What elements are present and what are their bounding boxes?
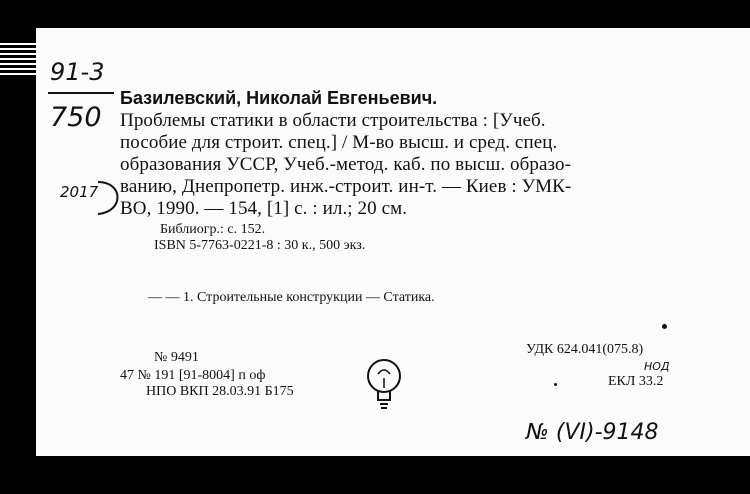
description-line: образования УССР, Учеб.-метод. каб. по высш. образо- [120, 154, 572, 175]
ekl-code: ЕКЛ 33.2 [608, 374, 664, 389]
isbn-line: ISBN 5-7763-0221-8 : 30 к., 500 экз. [154, 238, 366, 253]
dot-mark [554, 383, 557, 386]
subject-heading: — — 1. Строительные конструкции — Статика. [148, 290, 435, 305]
shelf-mark-top: 91-3 [50, 58, 105, 86]
bibliography-note: Библиогр.: с. 152. [160, 222, 266, 237]
handwritten-note: 2017 [60, 183, 99, 201]
author-heading: Базилевский, Николай Евгеньевич. [120, 88, 438, 108]
udc-code: УДК 624.041(075.8) [526, 342, 644, 357]
description-line: Проблемы статики в области строительства : [Учеб. [120, 110, 546, 131]
scan-edge [0, 40, 36, 100]
description-line: пособие для строит. спец.] / М-во высш. и сред. спец. [120, 132, 558, 153]
catalog-card [36, 28, 750, 456]
description-line: ванию, Днепропетр. инж.-строит. ин-т. — Киев : УМК- [120, 176, 572, 197]
lamp-logo [364, 356, 404, 416]
handwritten-inventory-number: № (VI)-9148 [526, 420, 659, 445]
description-line: ВО, 1990. — 154, [1] с. : ил.; 20 см. [120, 198, 408, 219]
card-number: № 9491 [154, 350, 199, 365]
npo-line: НПО ВКП 28.03.91 Б175 [146, 384, 294, 399]
order-line: 47 № 191 [91-8004] п оф [120, 368, 266, 383]
ekl-handwritten-note: НОД [644, 360, 670, 373]
shelf-mark-divider [48, 92, 114, 94]
dot-mark [662, 324, 667, 329]
shelf-mark-bottom: 750 [50, 102, 102, 133]
